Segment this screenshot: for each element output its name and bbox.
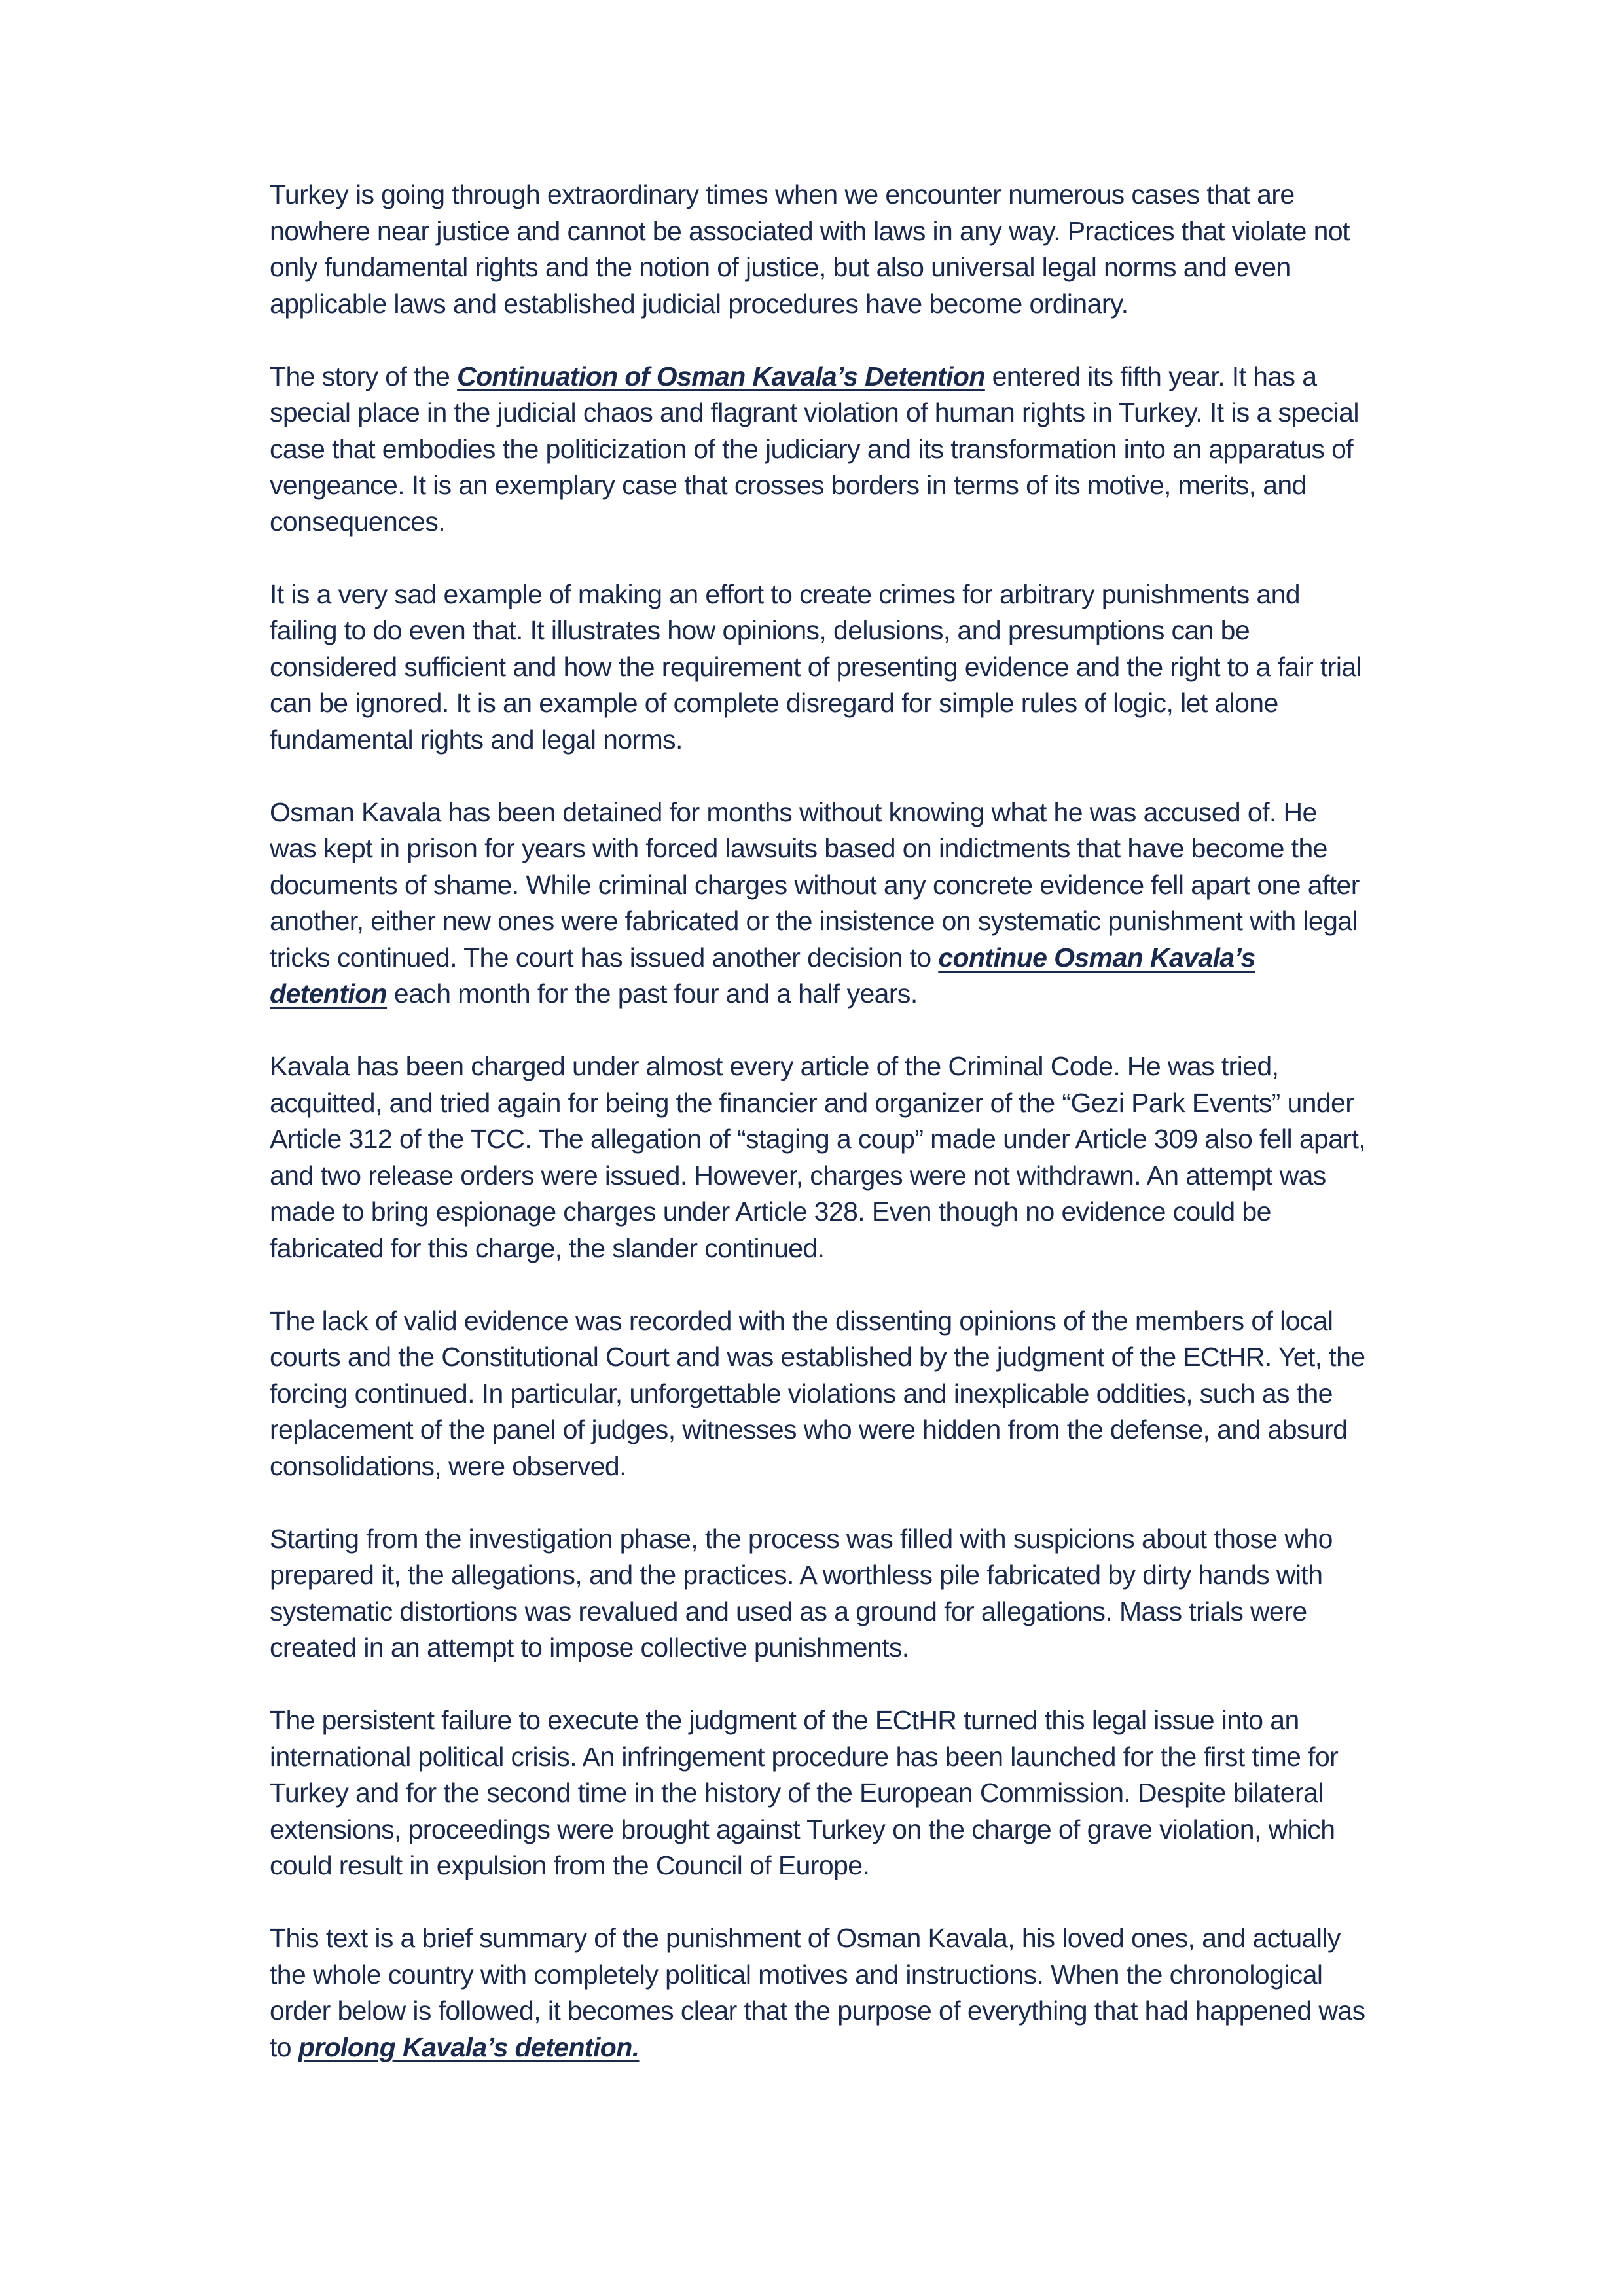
paragraph-ecthr: The persistent failure to execute the judgment of the ECtHR turned this legal issue into an international political crisis. An infringement procedure has been launched for the first time for Turkey and for the second time in the history of the European Commission. Despite bilateral extensions, proceedings were brought against Turkey on the charge of grave violation, which could result in expulsion from the Council of Europe.	[270, 1705, 1339, 1880]
paragraph-text: This text is a brief summary of the punishment of Osman Kavala, his loved ones, and actually the whole country with completely political motives and instructions. When the chronological order below is followed, it becomes clear that the purpose of everything that had happened was to	[270, 1923, 1365, 2062]
continuation-of-detention-link[interactable]: Continuation of Osman Kavala’s Detention	[457, 361, 985, 391]
paragraph-intro: Turkey is going through extraordinary times when we encounter numerous cases that are nowhere near justice and cannot be associated with laws in any way. Practices that violate not only fundamental rights and the notion of justice, but also universal legal norms and even applicable laws and established judicial procedures have become ordinary.	[270, 179, 1350, 319]
paragraph-summary	[270, 1920, 1369, 2066]
paragraph-investigation: Starting from the investigation phase, the process was filled with suspicions about those who prepared it, the allegations, and the practices. A worthless pile fabricated by dirty hands with systematic distortions was revalued and used as a ground for allegations. Mass trials were created in an attempt to impose collective punishments.	[270, 1523, 1333, 1662]
prolong-detention-link[interactable]: prolong Kavala’s detention.	[298, 2032, 640, 2062]
continue-detention-link[interactable]: continue Osman Kavala’s detention	[270, 942, 1255, 1009]
document-page	[270, 177, 1369, 2102]
paragraph-text: The story of the	[270, 361, 458, 391]
paragraph-text: each month for the past four and a half years.	[387, 978, 918, 1009]
paragraph-charges: Kavala has been charged under almost every article of the Criminal Code. He was tried, acquitted, and tried again for being the financier and organizer of the “Gezi Park Events” under Article 312 of the TCC. The allegation of “staging a coup” made under Article 309 also fell apart, and two release orders were issued. However, charges were not withdrawn. An attempt was made to bring espionage charges under Article 328. Even though no evidence could be fabricated for this charge, the slander continued.	[270, 1051, 1366, 1263]
paragraph-detained	[270, 795, 1369, 1013]
paragraph-evidence: The lack of valid evidence was recorded with the dissenting opinions of the members of local courts and the Constitutional Court and was established by the judgment of the ECtHR. Yet, the forcing continued. In particular, unforgettable violations and inexplicable oddities, such as the replacement of the panel of judges, witnesses who were hidden from the defense, and absurd consolidations, were observed.	[270, 1305, 1365, 1481]
paragraph-sad-example: It is a very sad example of making an effort to create crimes for arbitrary punishments and failing to do even that. It illustrates how opinions, delusions, and presumptions can be considered sufficient and how the requirement of presenting evidence and the right to a fair trial can be ignored. It is an example of complete disregard for simple rules of logic, let alone fundamental rights and legal norms.	[270, 579, 1362, 755]
paragraph-story	[270, 359, 1369, 541]
paragraph-text: Osman Kavala has been detained for months without knowing what he was accused of. He was kept in prison for years with forced lawsuits based on indictments that have become the documents of shame. While criminal charges without any concrete evidence fell apart one after another, either new ones were fabricated or the insistence on systematic punishment with legal tricks continued. The court has issued another decision to	[270, 797, 1360, 973]
paragraph-text: entered its fifth year. It has a special place in the judicial chaos and flagrant violation of human rights in Turkey. It is a special case that embodies the politicization of the judiciary and its transformation into an apparatus of vengeance. It is an exemplary case that crosses borders in terms of its motive, merits, and consequences.	[270, 361, 1359, 537]
